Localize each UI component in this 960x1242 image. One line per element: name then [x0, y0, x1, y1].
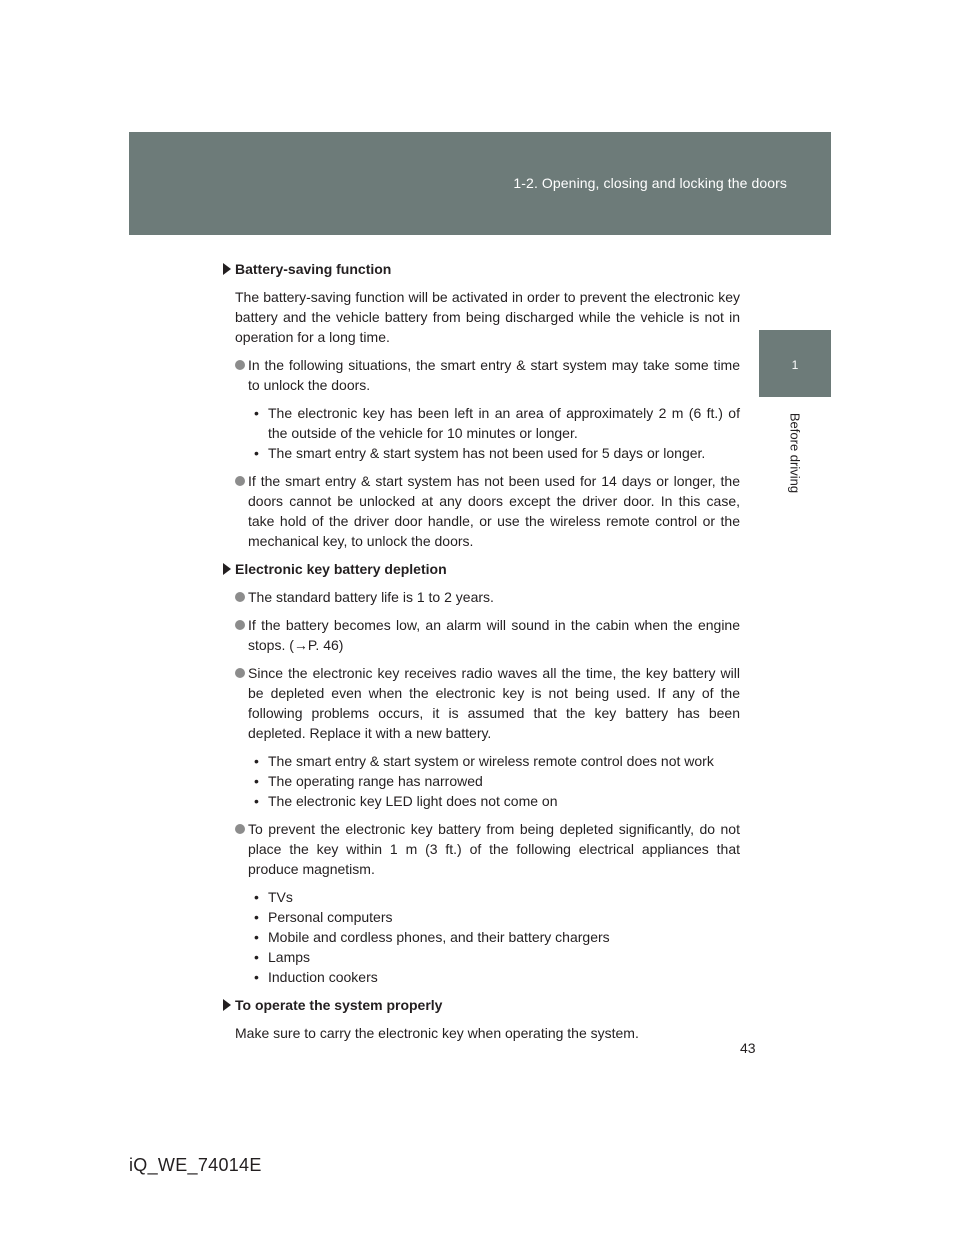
section-marker-icon	[223, 999, 231, 1011]
bullet-item	[235, 663, 740, 743]
sub-list-marker: •	[254, 929, 259, 945]
sub-list-marker: •	[254, 793, 259, 809]
sub-list-item	[254, 443, 740, 463]
sub-list-text: The electronic key LED light does not come on	[268, 793, 558, 809]
bullet-dot-icon	[235, 592, 245, 602]
bullet-text: The standard battery life is 1 to 2 years.	[248, 589, 494, 605]
bullet-dot-icon	[235, 476, 245, 486]
page-content	[222, 259, 740, 1051]
chapter-tab	[759, 330, 831, 397]
sub-list-item	[254, 967, 740, 987]
section-heading	[222, 995, 740, 1015]
section-paragraph: Make sure to carry the electronic key when operating the system.	[235, 1025, 639, 1041]
bullet-text: If the battery becomes low, an alarm will sound in the cabin when the engine stops. (→P. 46)	[248, 617, 740, 653]
bullet-item	[235, 819, 740, 879]
section-heading-text: Electronic key battery depletion	[235, 561, 447, 577]
sub-list-text: Lamps	[268, 949, 311, 965]
section-marker-icon	[223, 263, 231, 275]
section-heading-text: Battery-saving function	[235, 261, 392, 277]
bullet-item	[235, 615, 740, 655]
sub-list	[248, 403, 740, 463]
bullet-text: If the smart entry & start system has not been used for 14 days or longer, the doors cannot be unlocked at any doors except the driver door. In this case, take hold of the driver door handle, or use the wireless remote control or the mechanical key, to unlock the doors.	[248, 473, 740, 549]
sub-list-item	[254, 927, 740, 947]
sub-list-marker: •	[254, 405, 259, 421]
sub-list-text: TVs	[268, 889, 293, 905]
bullet-item	[235, 355, 740, 395]
sub-list-item	[254, 907, 740, 927]
sub-list-text: Mobile and cordless phones, and their battery chargers	[268, 929, 610, 945]
sub-list-item	[254, 791, 740, 811]
sub-list-marker: •	[254, 949, 259, 965]
section-paragraph: The battery-saving function will be activated in order to prevent the electronic key battery and the vehicle battery from being discharged while the vehicle is not in operation for a long time.	[235, 289, 740, 345]
sub-list-marker: •	[254, 969, 259, 985]
sub-list-text: The operating range has narrowed	[268, 773, 483, 789]
section-heading	[222, 559, 740, 579]
bullet-item	[235, 471, 740, 551]
sub-list-item	[254, 947, 740, 967]
sub-list	[248, 887, 740, 987]
section-heading-text: To operate the system properly	[235, 997, 443, 1013]
section-header-title: 1-2. Opening, closing and locking the doors	[513, 175, 787, 191]
sub-list-text: Personal computers	[268, 909, 393, 925]
sub-list-item	[254, 771, 740, 791]
section-heading	[222, 259, 740, 279]
sub-list-item	[254, 751, 740, 771]
bullet-dot-icon	[235, 668, 245, 678]
sub-list-marker: •	[254, 909, 259, 925]
bullet-item	[235, 587, 740, 607]
sub-list-marker: •	[254, 889, 259, 905]
sub-list-text: Induction cookers	[268, 969, 378, 985]
bullet-dot-icon	[235, 824, 245, 834]
sub-list	[248, 751, 740, 811]
section-marker-icon	[223, 563, 231, 575]
sub-list-marker: •	[254, 773, 259, 789]
chapter-header-band	[129, 132, 831, 235]
chapter-label: Before driving	[787, 412, 803, 494]
sub-list-text: The smart entry & start system has not been used for 5 days or longer.	[268, 445, 706, 461]
sub-list-item	[254, 887, 740, 907]
chapter-number: 1	[791, 358, 799, 372]
sub-list-text: The electronic key has been left in an area of approximately 2 m (6 ft.) of the outside of the vehicle for 10 minutes or longer.	[268, 405, 740, 441]
document-code: iQ_WE_74014E	[129, 1155, 262, 1175]
sub-list-marker: •	[254, 753, 259, 769]
bullet-dot-icon	[235, 620, 245, 630]
bullet-text: Since the electronic key receives radio waves all the time, the key battery will be depleted even when the electronic key is not being used. If any of the following problems occurs, it is assumed that the key battery has been depleted. Replace it with a new battery.	[248, 665, 740, 741]
page-number: 43	[740, 1040, 756, 1056]
sub-list-marker: •	[254, 445, 259, 461]
bullet-text: To prevent the electronic key battery from being depleted significantly, do not place the key within 1 m (3 ft.) of the following electrical appliances that produce magnetism.	[248, 821, 740, 877]
bullet-dot-icon	[235, 360, 245, 370]
sub-list-item	[254, 403, 740, 443]
bullet-text: In the following situations, the smart entry & start system may take some time to unlock the doors.	[248, 357, 740, 393]
sub-list-text: The smart entry & start system or wireless remote control does not work	[268, 753, 714, 769]
